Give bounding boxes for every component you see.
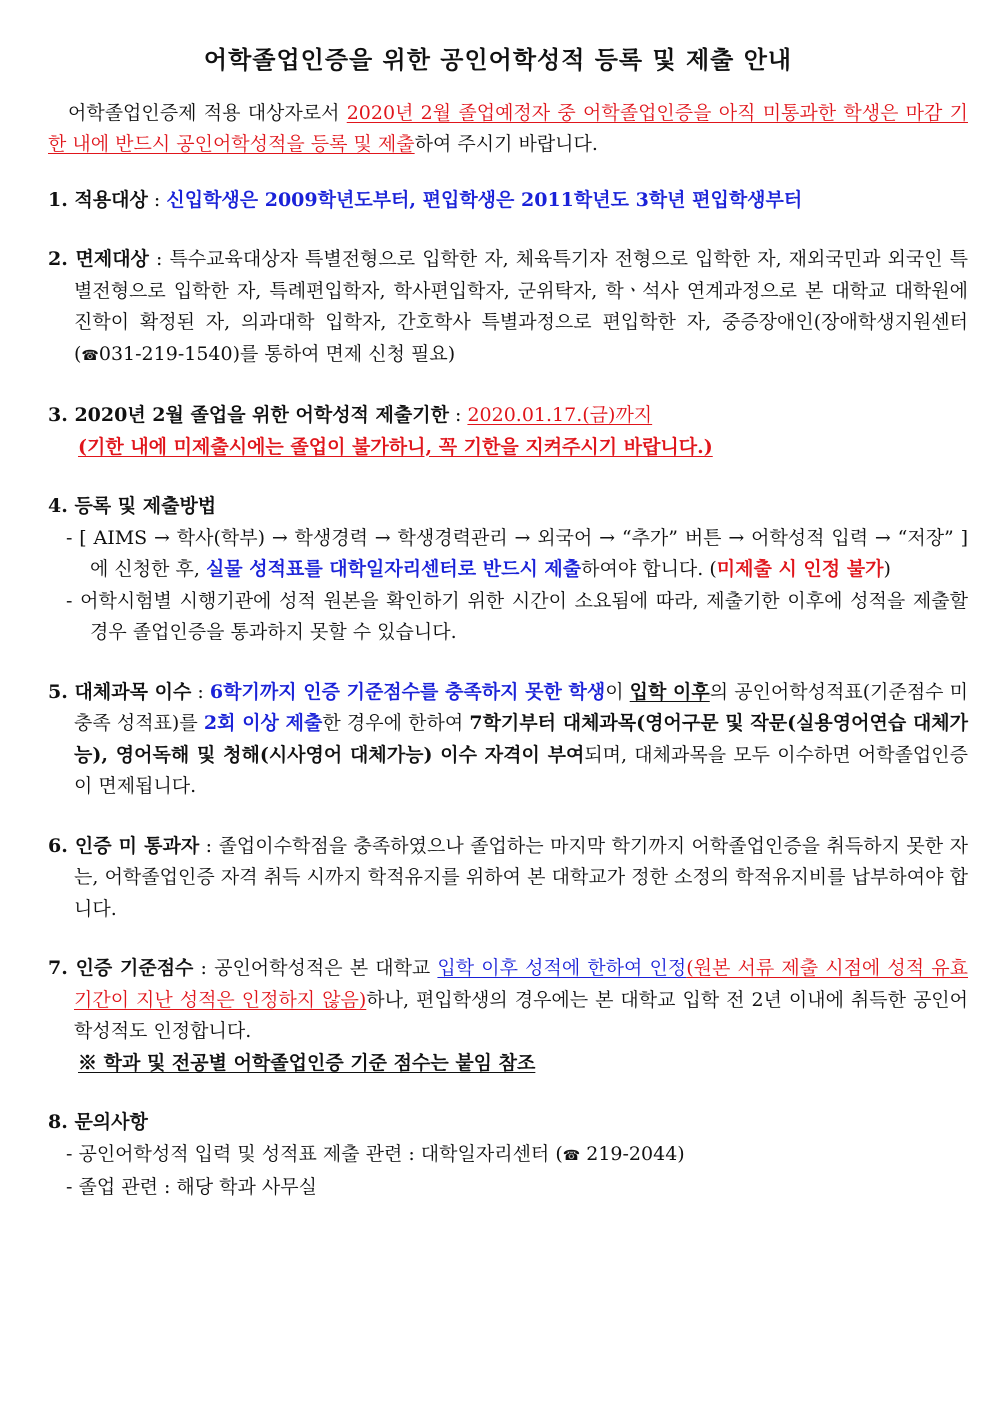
section-5-text-1: 이 — [605, 680, 630, 703]
section-8-number: 8. — [48, 1111, 75, 1133]
intro-highlight: 2020년 2월 졸업예정자 중 어학졸업인증을 아직 미통과한 학생은 마감 기한 내에 반드시 공인어학성적을 등록 및 제출 — [48, 101, 968, 155]
section-4-item-1 — [48, 523, 968, 586]
section-5-text-4: 되며, 대체과목을 모두 이수하면 어학졸업인증이 면제됩니다. — [74, 743, 968, 797]
section-4-item-1-blue: 실물 성적표를 대학일자리센터로 반드시 제출 — [205, 558, 582, 580]
section-5-number: 5. — [48, 680, 75, 703]
intro-tail: 하여 주시기 바랍니다. — [414, 133, 598, 155]
section-2-sep: : — [148, 248, 170, 270]
section-4-item-1-text-2: 하여야 합니다. ( — [581, 558, 717, 580]
section-2-label: 면제대상 — [75, 248, 149, 270]
section-6-sep: : — [199, 834, 219, 857]
section-5-label: 대체과목 이수 — [74, 680, 192, 703]
section-8-item-1 — [48, 1139, 968, 1173]
intro-paragraph — [48, 98, 968, 161]
section-8-item-2-dash: - — [66, 1176, 79, 1198]
section-4-item-1-text-1: [ AIMS → 학사(학부) → 학생경력 → 학생경력관리 → 외국어 → “추가” 버튼 → 어학성적 입력 → “저장” ]에 신청한 후, — [79, 526, 968, 580]
section-4-item-1-dash: - — [66, 526, 80, 549]
section-1 — [48, 185, 968, 217]
section-4-item-1-red: 미제출 시 인정 불가 — [716, 558, 884, 580]
section-3-warning-line — [48, 432, 968, 464]
section-7-number: 7. — [48, 957, 76, 979]
section-3-warning: (기한 내에 미제출시에는 졸업이 불가하니, 꼭 기한을 지켜주시기 바랍니다.) — [78, 435, 713, 458]
section-8-label: 문의사항 — [74, 1111, 148, 1133]
section-6-label: 인증 미 통과자 — [74, 834, 200, 857]
section-7 — [48, 953, 968, 1079]
section-4-label: 등록 및 제출방법 — [74, 495, 217, 517]
section-6 — [48, 831, 968, 926]
section-5-bold: 7학기부터 대체과목(영어구문 및 작문(실용영어연습 대체가능), 영어독해 및 청해(시사영어 대체가능) 이수 자격이 부여 — [74, 712, 968, 766]
section-5 — [48, 677, 968, 803]
section-4-item-2-text: 어학시험별 시행기관에 성적 원본을 확인하기 위한 시간이 소요됨에 따라, 제출기한 이후에 성적을 제출할 경우 졸업인증을 통과하지 못할 수 있습니다. — [80, 589, 968, 643]
section-7-paragraph — [48, 953, 968, 1048]
section-5-blue-1: 6학기까지 인증 기준점수를 충족하지 못한 학생 — [209, 680, 606, 703]
section-4-heading — [48, 491, 968, 523]
section-2-text-2: 031-219-1540)를 통하여 면제 신청 필요) — [98, 342, 456, 365]
section-3 — [48, 400, 968, 463]
section-7-text-2: 하나, 편입학생의 경우에는 본 대학교 입학 전 2년 이내에 취득한 공인어학성적도 인정합니다. — [74, 988, 969, 1042]
section-5-sep: : — [191, 680, 210, 703]
section-1-sep: : — [147, 188, 167, 211]
section-7-note: ※ 학과 및 전공별 어학졸업인증 기준 점수는 붙임 참조 — [78, 1051, 536, 1074]
section-1-label: 적용대상 — [74, 188, 148, 211]
section-8-item-2 — [48, 1172, 968, 1204]
section-7-text-1: 공인어학성적은 본 대학교 — [214, 957, 438, 979]
section-2-text-1: 특수교육대상자 특별전형으로 입학한 자, 체육특기자 전형으로 입학한 자, 재외국민과 외국인 특별전형으로 입학한 자, 특례편입학자, 학사편입학자, 군위탁자, 학ㆍ석사 연계과정으로 본 대학교 대학원에 진학이 확정된 자, 의과대학 입학자, 간호학사 특별과정으로 편입학한 자, 중증장애인(장애학생지원센터( — [74, 248, 969, 365]
section-5-underline: 입학 이후 — [629, 680, 710, 703]
section-7-note-line — [48, 1048, 968, 1080]
section-8-item-1-dash: - — [66, 1142, 79, 1165]
section-5-text-3: 한 경우에 한하여 — [322, 712, 470, 734]
section-5-blue-2: 2회 이상 제출 — [203, 712, 323, 734]
section-1-number: 1. — [48, 188, 75, 211]
section-4-item-2-dash: - — [66, 589, 81, 612]
section-8-item-1-text-2: 219-2044) — [580, 1142, 685, 1165]
section-7-blue: 입학 이후 성적에 한하여 인정 — [437, 957, 687, 979]
section-1-text: 신입학생은 2009학년도부터, 편입학생은 2011학년도 3학년 편입학생부터 — [166, 188, 803, 211]
section-2 — [48, 244, 968, 372]
section-7-red: (원본 서류 제출 시점에 성적 유효기간이 지난 성적은 인정하지 않음) — [74, 957, 968, 1011]
section-8-heading — [48, 1107, 968, 1139]
section-4-item-1-text-3: ) — [883, 558, 891, 580]
section-3-deadline: 2020.01.17.(금)까지 — [467, 404, 653, 426]
section-3-number: 3. — [48, 404, 75, 426]
section-2-number: 2. — [48, 248, 76, 270]
section-4-item-2 — [48, 586, 968, 649]
phone-icon: ☎ — [562, 1147, 581, 1164]
section-3-sep: : — [448, 404, 468, 426]
section-3-label: 2020년 2월 졸업을 위한 어학성적 제출기한 — [74, 404, 449, 426]
page-title: 어학졸업인증을 위한 공인어학성적 등록 및 제출 안내 — [203, 45, 793, 74]
section-8-item-1-text-1: 공인어학성적 입력 및 성적표 제출 관련 : 대학일자리센터 ( — [78, 1142, 563, 1165]
intro-lead: 어학졸업인증제 적용 대상자로서 — [68, 101, 347, 124]
section-8 — [48, 1107, 968, 1204]
section-4 — [48, 491, 968, 649]
section-6-number: 6. — [48, 834, 75, 857]
section-3-line — [48, 400, 968, 432]
section-7-sep: : — [193, 957, 215, 979]
section-5-text-2: 의 공인어학성적표(기준점수 미충족 성적표)를 — [74, 680, 968, 734]
section-6-text: 졸업이수학점을 충족하였으나 졸업하는 마지막 학기까지 어학졸업인증을 취득하지 못한 자는, 어학졸업인증 자격 취득 시까지 학적유지를 위하여 본 대학교가 정한 소정의 학적유지비를 납부하여야 합니다. — [74, 834, 968, 920]
section-4-number: 4. — [48, 495, 75, 517]
section-8-item-2-text: 졸업 관련 : 해당 학과 사무실 — [78, 1176, 317, 1198]
phone-icon: ☎ — [81, 347, 99, 364]
section-7-label: 인증 기준점수 — [75, 957, 194, 979]
